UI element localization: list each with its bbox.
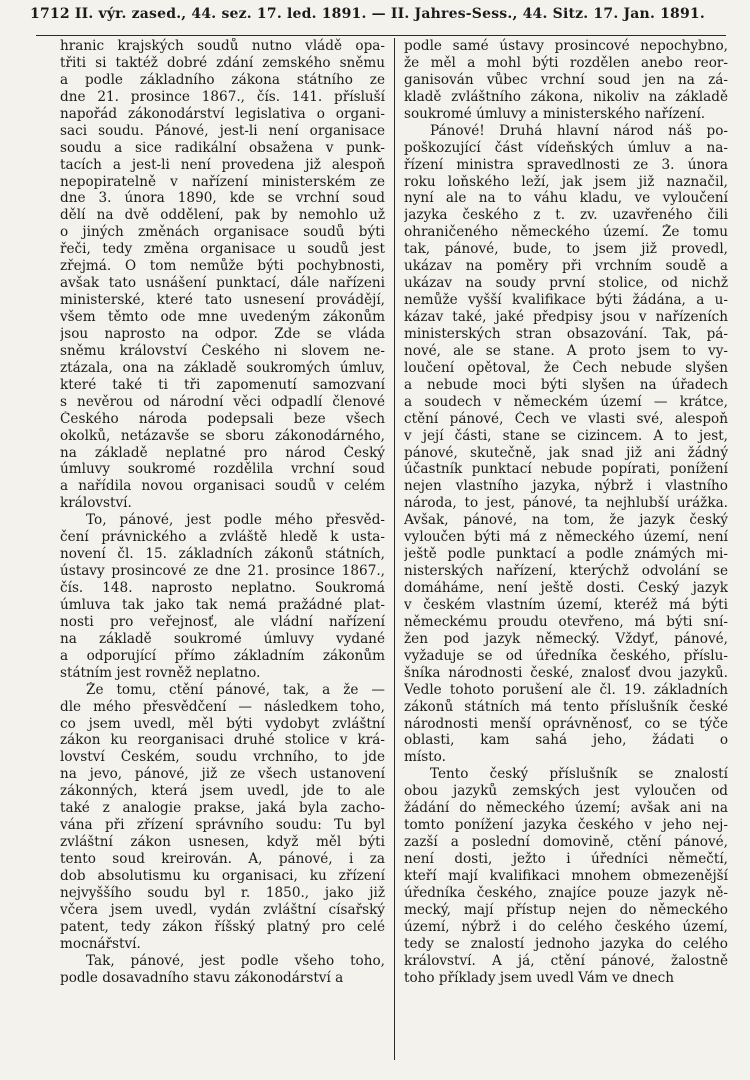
- text-line: kteří mají kvalifikaci mnohem obmezenější: [404, 867, 728, 884]
- text-line: domáháme, není ještě dosti. Český jazyk: [404, 580, 728, 597]
- text-line: soudu a sice radikální obsažena v punk-: [60, 139, 385, 156]
- text-line: nyní ale na to váhu kladu, ve vyloučení: [404, 190, 728, 207]
- text-line: a soudech v německém území — krátce,: [404, 393, 728, 410]
- text-line: zazší a poslední domovině, ctění pánové,: [404, 834, 728, 851]
- text-line: napořád zákonodárství legislativa o organi-: [60, 105, 385, 122]
- right-column: [404, 38, 728, 987]
- text-line: Pánové! Druhá hlavní národ náš po-: [430, 122, 728, 139]
- text-line: nemůže vyšší kvalifikace býti žádána, a u-: [404, 292, 728, 309]
- text-line: nejen vlastního jazyka, nýbrž i vlastního: [404, 478, 728, 495]
- text-line: vána při zřízení správního soudu: Tu byl: [60, 817, 385, 834]
- text-line: a odporující přímo základním zákonům: [60, 647, 385, 664]
- text-line: dělí na dvě oddělení, pak by nemohlo už: [60, 207, 385, 224]
- text-line: šníka národnosti české, znalosť dvou jazyků.: [404, 664, 728, 681]
- text-line: všem těmto ode mne uvedeným zákonům: [60, 309, 385, 325]
- text-line: soukromé úmluvy a ministerského nařízení.: [404, 105, 706, 122]
- text-line: s nevěrou od národní věci odpadlí členové: [60, 393, 385, 410]
- text-line: na základě soukromé úmluvy vydané: [60, 630, 385, 647]
- column-divider: [394, 38, 395, 1060]
- text-line: třiti si taktéž dobré zdání zemského sněmu: [60, 54, 385, 71]
- text-line: o jiných změnách organisace soudů býti: [60, 224, 385, 241]
- text-line: oblasti, kam sahá jeho, žádati o: [404, 732, 728, 749]
- text-line: To, pánové, jest podle mého přesvěd-: [86, 512, 385, 529]
- text-line: žen pod jazyk německý. Vždyť, pánové,: [404, 630, 728, 647]
- text-line: v českém vlastním území, kteréž má býti: [404, 596, 728, 613]
- text-line: ztázala, ona na základě soukromých úmluv,: [60, 359, 385, 376]
- text-line: že měl a mohl býti rozdělen anebo reor-: [404, 54, 728, 71]
- text-line: nové, ale se stane. A proto jsem to vy-: [404, 342, 728, 359]
- text-line: lovství Českém, soudu vrchního, to jde: [60, 749, 385, 766]
- text-line: mecký, mají přístup nejen do německého: [404, 901, 728, 918]
- text-line: Že tomu, ctění pánové, tak, a že —: [86, 681, 385, 698]
- text-line: zvláštní zákon usnesen, když měl býti: [60, 834, 385, 851]
- text-line: ohraničeného německého území. Že tomu: [404, 224, 728, 241]
- text-line: nisterských nařízení, kterýchž odvolání se: [404, 563, 728, 580]
- text-line: Avšak, pánové, na tom, že jazyk český: [404, 512, 728, 529]
- text-line: které také ti tři zapomenutí samozvaní: [60, 376, 385, 393]
- text-line: Tak, pánové, jest podle všeho toho,: [86, 952, 385, 969]
- text-line: vyžaduje se od úředníka českého, příslu-: [404, 647, 728, 664]
- text-line: ústavy prosincové ze dne 21. prosince 1867.,: [60, 563, 385, 580]
- text-line: také z analogie prakse, jaká byla zacho-: [60, 800, 385, 817]
- text-line: žádání do německého území; avšak ani na: [404, 800, 728, 817]
- text-line: ministerských stran obsazování. Tak, pá-: [404, 325, 728, 342]
- text-line: ganisován vůbec vrchní soud jen na zá-: [404, 71, 728, 88]
- text-line: patent, tedy zákon říšský platný pro celé: [60, 918, 385, 935]
- text-line: dob absolutismu ku organisaci, ku zřízení: [60, 867, 385, 884]
- text-line: čení právnického a zvláště hledě k usta-: [60, 529, 385, 546]
- text-line: včera jsem uvedl, vydán zvláštní císařský: [60, 901, 385, 918]
- text-line: zřejmá. O tom nemůže býti pochybnosti,: [60, 258, 385, 275]
- paragraph: [60, 38, 385, 512]
- text-line: německému proudu otevřeno, má býti sní-: [404, 613, 728, 630]
- text-line: není dosti, ježto i úředníci němečtí,: [404, 851, 728, 868]
- text-line: účastník punktací nebude popírati, ponížení: [404, 461, 728, 478]
- text-line: zákonných, která jsem uvedl, jde to ale: [60, 783, 385, 800]
- text-line: na základě neplatné pro národ Český: [60, 444, 385, 461]
- text-line: řízení ministra spravedlnosti ze 3. února: [404, 156, 728, 173]
- text-line: sněmu království Českého ni slovem ne-: [60, 342, 385, 359]
- text-line: království.: [60, 495, 132, 512]
- text-line: podle dosavadního stavu zákonodárství a: [60, 969, 344, 986]
- text-line: úmluva tak jako tak nemá pražádné plat-: [60, 596, 385, 613]
- text-line: Českého národa podepsali beze všech: [60, 410, 385, 427]
- text-line: tento soud kreirován. A, pánové, i za: [60, 851, 385, 868]
- text-line: a podle základního zákona státního ze: [60, 71, 385, 88]
- text-line: a nebude moci býti slyšen na úřadech: [404, 376, 728, 393]
- text-line: tak, pánové, bude, to jsem již provedl,: [404, 241, 728, 258]
- text-line: tedy se znalostí jednoho jazyka do celého: [404, 935, 728, 952]
- text-line: národnosti menší oprávněnosť, co se týče: [404, 715, 728, 732]
- text-line: mocnářství.: [60, 935, 141, 952]
- paragraph: [404, 38, 728, 123]
- text-line: nepopiratelně v nařízení ministerském ze: [60, 173, 385, 190]
- left-column: [60, 38, 385, 987]
- text-line: národa, to jest, pánové, ta nejhlubší urážka.: [404, 495, 728, 512]
- text-line: státním jest rovněž neplatno.: [60, 664, 261, 681]
- text-line: hranic krajských soudů nutno vládě opa-: [60, 38, 385, 54]
- text-line: co jsem uvedl, měl býti vydobyt zvláštní: [60, 715, 385, 732]
- text-line: na jevo, pánové, již ze všech ustanovení: [60, 766, 385, 783]
- text-line: v její části, stane se cizincem. A to jest,: [404, 427, 728, 444]
- text-line: území, nýbrž i do celého českého území,: [404, 918, 728, 935]
- text-line: království. A já, ctění pánové, žalostně: [404, 952, 728, 969]
- text-line: a nařídila novou organisaci soudů v celém: [60, 478, 385, 495]
- text-line: Tento český příslušník se znalostí: [430, 766, 728, 783]
- text-line: poškozující část vídeňských úmluv a na-: [404, 139, 728, 156]
- text-line: ještě podle punktací a podle známých mi-: [404, 546, 728, 563]
- text-line: místo.: [404, 749, 446, 766]
- text-line: ukázav na poměry při vrchním soudě a: [404, 258, 728, 275]
- text-line: roku loňského leží, jak jsem již naznačil,: [404, 173, 728, 190]
- text-line: Vedle tohoto porušení ale čl. 19. základních: [404, 681, 728, 698]
- text-line: řeči, tedy změna organisace u soudů jest: [60, 241, 385, 258]
- text-line: zákon ku reorganisaci druhé stolice v krá-: [60, 732, 385, 749]
- paragraph: [404, 123, 728, 767]
- paragraph: [60, 953, 385, 987]
- text-line: toho příklady jsem uvedl Vám ve dnech: [404, 969, 674, 986]
- paragraph: [60, 512, 385, 681]
- text-line: úředníka českého, znajíce pouze jazyk ně-: [404, 884, 728, 901]
- paragraph: [404, 766, 728, 986]
- text-line: loučení opětoval, že Čech nebude slyšen: [404, 359, 728, 376]
- text-line: novení čl. 15. základních zákonů státních,: [60, 546, 385, 563]
- header-rule: [36, 35, 726, 36]
- text-line: jazyka českého z t. zv. uzavřeného čili: [404, 207, 728, 224]
- text-line: čís. 148. naprosto neplatno. Soukromá: [60, 580, 385, 597]
- text-line: ministerské, které tato usnesení provádějí,: [60, 292, 385, 309]
- text-line: okolků, netázavše se sboru zákonodárného,: [60, 427, 385, 444]
- text-line: pánové, skutečně, jak snad již ani žádný: [404, 444, 728, 461]
- page-header: 1712 II. výr. zased., 44. sez. 17. led. 1891. — II. Jahres-Sess., 44. Sitz. 17. Jan. 1891.: [30, 6, 705, 22]
- paragraph: [60, 682, 385, 953]
- text-line: kladě zvláštního zákona, nikoliv na základě: [404, 88, 728, 105]
- text-line: nejvyššího soudu byl r. 1850., jako již: [60, 884, 385, 901]
- text-line: jsou naprosto na odpor. Zde se vláda: [60, 325, 385, 342]
- text-line: dne 3. února 1890, kde se vrchní soud: [60, 190, 385, 207]
- text-line: dne 21. prosince 1867., čís. 141. přísluší: [60, 88, 385, 105]
- text-line: nosti pro veřejnosť, ale vládní nařízení: [60, 613, 385, 630]
- text-line: vyloučen býti má z německého území, není: [404, 529, 728, 546]
- text-line: dle mého přesvědčení — následkem toho,: [60, 698, 385, 715]
- text-line: ukázav na soudy první stolice, od nichž: [404, 275, 728, 292]
- text-line: zákonů státních má tento příslušník české: [404, 698, 728, 715]
- text-line: ctění pánové, Čech ve vlasti své, alespoň: [404, 410, 728, 427]
- text-line: avšak tato usnášení punktací, dále nařízeni: [60, 275, 385, 292]
- text-line: kázav také, jaké předpisy jsou v nařízeních: [404, 309, 728, 326]
- text-line: podle samé ústavy prosincové nepochybno,: [404, 38, 728, 54]
- text-line: tomto ponížení jazyka českého v jeho nej-: [404, 817, 728, 834]
- text-line: obou jazyků zemských jest vyloučen od: [404, 783, 728, 800]
- text-line: úmluvy soukromé rozdělila vrchní soud: [60, 461, 385, 478]
- text-line: tacích a jest-li není provedena již alespoň: [60, 156, 385, 173]
- text-line: saci soudu. Pánové, jest-li není organisace: [60, 122, 385, 139]
